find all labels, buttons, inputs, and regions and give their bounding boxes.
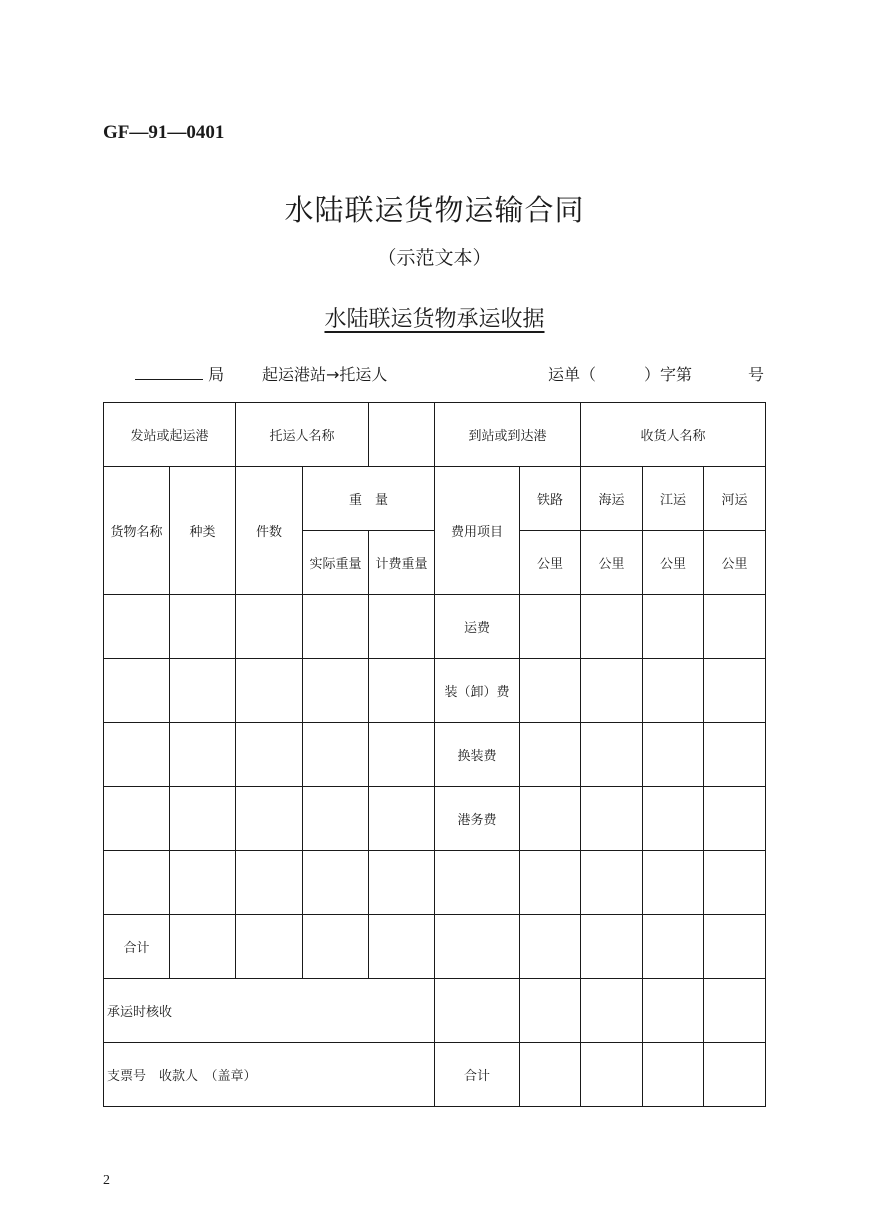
table-cell[interactable] — [704, 787, 766, 851]
table-row — [104, 403, 766, 467]
table-row — [104, 595, 766, 659]
table-cell[interactable] — [643, 851, 704, 915]
table-cell[interactable] — [236, 595, 303, 659]
table-cell[interactable] — [170, 915, 236, 979]
document-code: GF—91—0401 — [103, 122, 225, 143]
table-cell[interactable] — [704, 659, 766, 723]
table-cell[interactable] — [236, 787, 303, 851]
table-cell[interactable] — [435, 915, 520, 979]
table-cell[interactable] — [643, 979, 704, 1043]
origin-header: 发站或起运港 — [104, 403, 236, 467]
table-cell[interactable] — [704, 915, 766, 979]
receipt-title — [0, 302, 869, 333]
shipper-header: 托运人名称 — [236, 403, 369, 467]
table-cell[interactable] — [369, 851, 435, 915]
document-subtitle: （示范文本） — [377, 247, 492, 269]
table-cell[interactable] — [369, 915, 435, 979]
table-row — [104, 915, 766, 979]
table-cell[interactable] — [104, 787, 170, 851]
payment-label: 支票号 收款人 （盖章） — [104, 1043, 435, 1107]
table-cell[interactable] — [704, 723, 766, 787]
table-cell[interactable] — [303, 915, 369, 979]
km-label: 公里 — [704, 531, 766, 595]
destination-header: 到站或到达港 — [435, 403, 581, 467]
table-cell[interactable] — [236, 851, 303, 915]
actual-weight-header: 实际重量 — [303, 531, 369, 595]
pieces-header: 件数 — [236, 467, 303, 595]
table-cell[interactable] — [170, 723, 236, 787]
fee-port-label: 港务费 — [435, 787, 520, 851]
total2-label: 合计 — [435, 1043, 520, 1107]
mode-river-header: 江运 — [643, 467, 704, 531]
document-title: 水陆联运货物运输合同 — [284, 193, 585, 227]
table-cell[interactable] — [643, 1043, 704, 1107]
table-cell[interactable] — [435, 979, 520, 1043]
fee-handling-label: 装（卸）费 — [435, 659, 520, 723]
fee-blank-label[interactable] — [435, 851, 520, 915]
table-cell[interactable] — [520, 723, 581, 787]
table-cell[interactable] — [369, 723, 435, 787]
table-cell[interactable] — [581, 659, 643, 723]
table-cell[interactable] — [581, 1043, 643, 1107]
fee-transshipment-label: 换装费 — [435, 723, 520, 787]
table-cell[interactable] — [581, 851, 643, 915]
table-row — [104, 723, 766, 787]
waybill-label: 运单（ ）字第 — [548, 365, 693, 384]
table-cell[interactable] — [369, 787, 435, 851]
table-row — [104, 1043, 766, 1107]
table-cell[interactable] — [520, 915, 581, 979]
table-cell[interactable] — [520, 1043, 581, 1107]
table-cell[interactable] — [520, 851, 581, 915]
table-cell[interactable] — [643, 659, 704, 723]
charged-weight-header: 计费重量 — [369, 531, 435, 595]
mode-stream-header: 河运 — [704, 467, 766, 531]
table-cell[interactable] — [520, 787, 581, 851]
table-cell[interactable] — [643, 595, 704, 659]
table-cell[interactable] — [643, 915, 704, 979]
table-cell[interactable] — [303, 723, 369, 787]
table-cell[interactable] — [303, 787, 369, 851]
table-cell[interactable] — [704, 595, 766, 659]
km-label: 公里 — [520, 531, 581, 595]
receipt-title-text: 水陆联运货物承运收据 — [324, 307, 545, 332]
category-header: 种类 — [170, 467, 236, 595]
table-cell[interactable] — [104, 595, 170, 659]
table-cell[interactable] — [643, 723, 704, 787]
receipt-table — [103, 402, 766, 1107]
table-cell[interactable] — [104, 851, 170, 915]
table-cell[interactable] — [170, 851, 236, 915]
table-cell[interactable] — [369, 659, 435, 723]
table-cell[interactable] — [704, 851, 766, 915]
number-label: 号 — [748, 365, 765, 384]
table-cell[interactable] — [170, 659, 236, 723]
table-cell[interactable] — [170, 595, 236, 659]
table-cell[interactable] — [303, 659, 369, 723]
table-cell[interactable] — [104, 659, 170, 723]
table-cell[interactable] — [581, 787, 643, 851]
table-cell[interactable] — [643, 787, 704, 851]
table-cell[interactable] — [704, 979, 766, 1043]
mode-sea-header: 海运 — [581, 467, 643, 531]
table-row — [104, 659, 766, 723]
table-cell[interactable] — [581, 915, 643, 979]
table-cell[interactable] — [303, 851, 369, 915]
goods-name-header: 货物名称 — [104, 467, 170, 595]
table-cell[interactable] — [581, 595, 643, 659]
consignee-header: 收货人名称 — [581, 403, 766, 467]
table-cell[interactable] — [236, 723, 303, 787]
page-number: 2 — [103, 1173, 110, 1188]
table-cell[interactable] — [520, 595, 581, 659]
table-cell[interactable] — [581, 979, 643, 1043]
table-cell[interactable] — [704, 1043, 766, 1107]
table-row — [104, 851, 766, 915]
bureau-blank — [135, 364, 203, 380]
table-cell[interactable] — [520, 659, 581, 723]
table-row — [104, 979, 766, 1043]
mode-rail-header: 铁路 — [520, 467, 581, 531]
table-row — [104, 787, 766, 851]
table-cell[interactable] — [236, 659, 303, 723]
bureau-field — [135, 362, 224, 385]
table-cell[interactable] — [170, 787, 236, 851]
total-label: 合计 — [104, 915, 170, 979]
shipper-value-cell[interactable] — [369, 403, 435, 467]
fee-item-header: 费用项目 — [435, 467, 520, 595]
table-cell[interactable] — [236, 915, 303, 979]
km-label: 公里 — [581, 531, 643, 595]
fee-freight-label: 运费 — [435, 595, 520, 659]
table-row — [104, 467, 766, 531]
table-cell[interactable] — [520, 979, 581, 1043]
weight-header: 重 量 — [303, 467, 435, 531]
table-cell[interactable] — [581, 723, 643, 787]
check-label: 承运时核收 — [104, 979, 435, 1043]
route-label: 起运港站→托运人 — [262, 365, 388, 384]
table-cell[interactable] — [104, 723, 170, 787]
km-label: 公里 — [643, 531, 704, 595]
table-cell[interactable] — [303, 595, 369, 659]
bureau-label: 局 — [208, 365, 225, 384]
table-cell[interactable] — [369, 595, 435, 659]
